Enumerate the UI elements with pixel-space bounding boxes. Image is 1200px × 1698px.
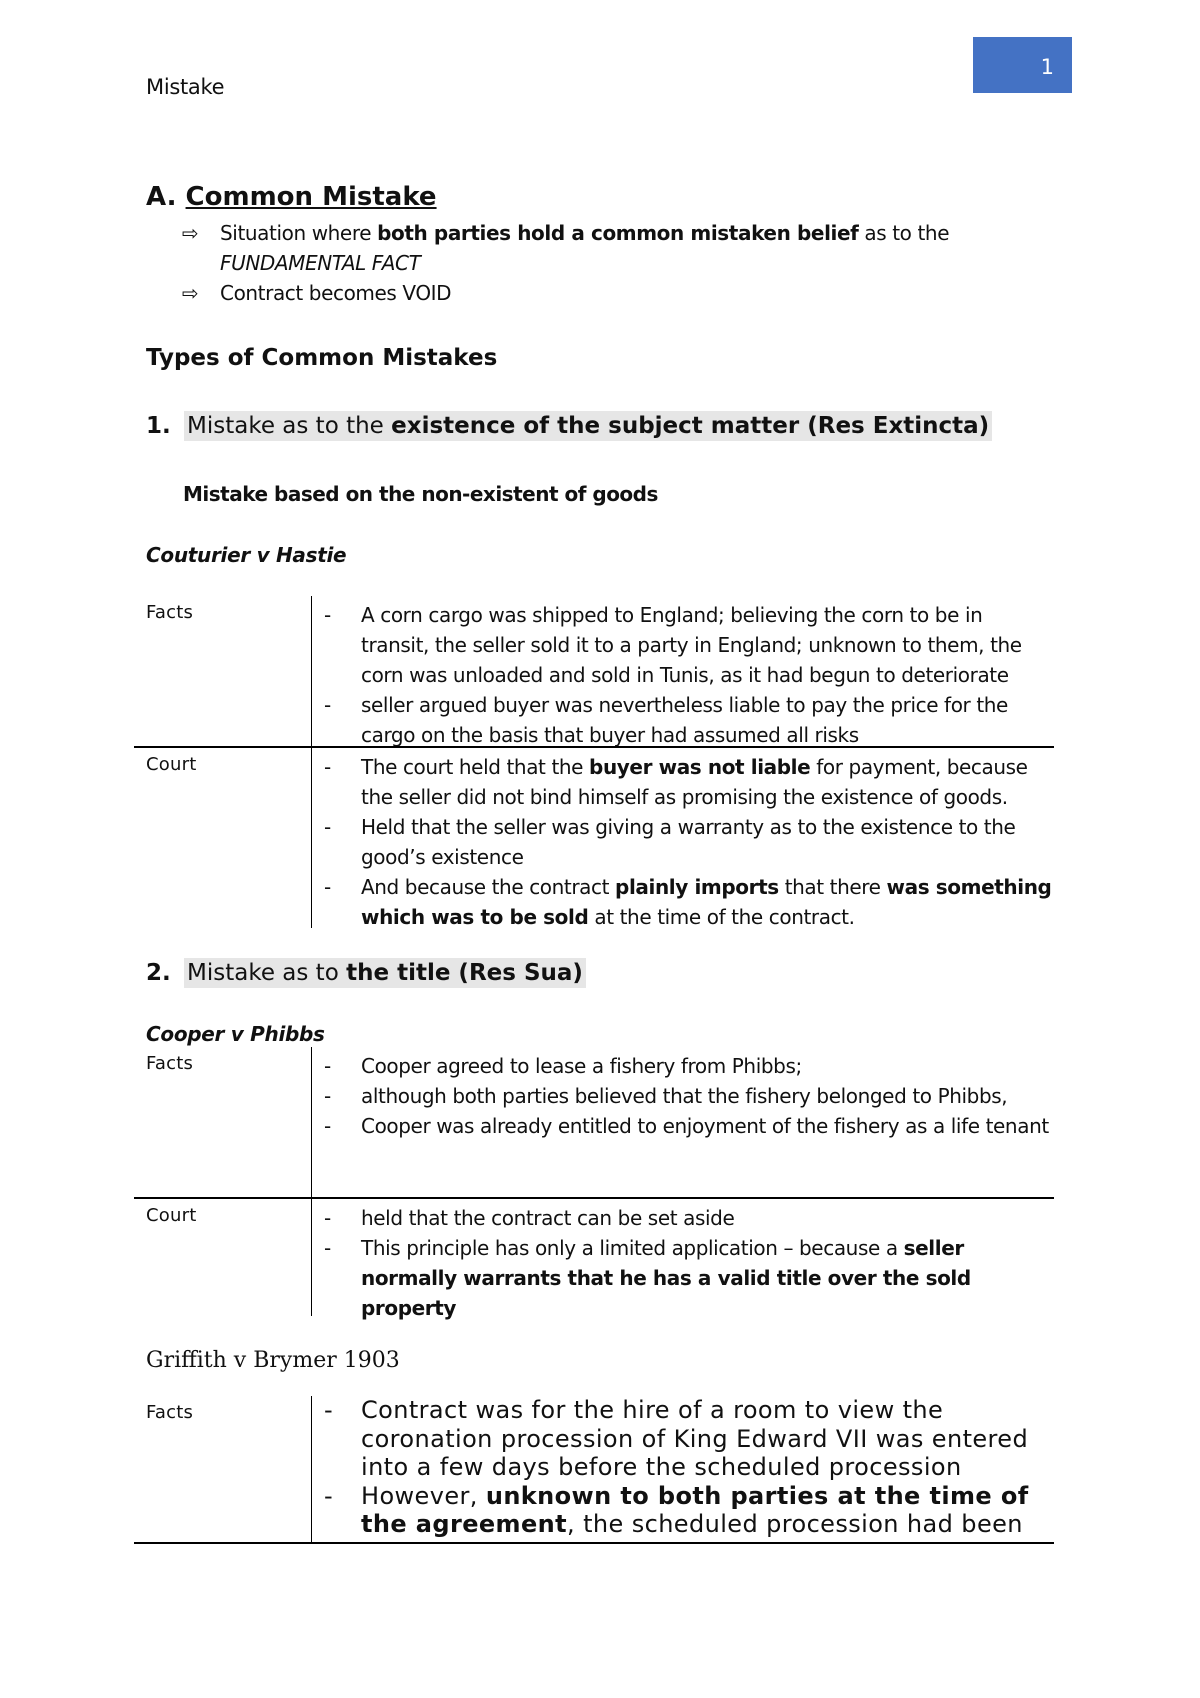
list-item: - However, unknown to both parties at the time of the agreement, the scheduled procession had been bbox=[324, 1481, 1029, 1538]
list-item: ⇨ Situation where both parties hold a common mistaken belief as to the FUNDAMENTAL FACT bbox=[182, 218, 962, 278]
case-table-couturier bbox=[134, 596, 1054, 928]
list-item: - This principle has only a limited application – because a seller normally warrants that he has a valid title over the sold property bbox=[324, 1236, 971, 1320]
court-cell bbox=[312, 748, 1054, 928]
row-label: Court bbox=[134, 748, 312, 928]
list-item: - A corn cargo was shipped to England; believing the corn to be in transit, the seller sold it to a party in England; unknown to them, the corn was unloaded and sold in Tunis, as it had begun to deteriorate bbox=[324, 603, 1022, 687]
page-number: 1 bbox=[1040, 55, 1054, 79]
case-table-cooper bbox=[134, 1047, 1054, 1320]
row-label: Facts bbox=[134, 596, 312, 746]
row-label: Court bbox=[134, 1199, 312, 1316]
arrow-right-icon: ⇨ bbox=[182, 281, 199, 305]
section-title: Common Mistake bbox=[185, 182, 437, 212]
list-item: - although both parties believed that the fishery belonged to Phibbs, bbox=[324, 1084, 1008, 1108]
facts-cell bbox=[312, 1396, 1054, 1542]
list-item: ⇨ Contract becomes VOID bbox=[182, 278, 962, 308]
sub-heading: Mistake based on the non-existent of goods bbox=[183, 482, 658, 506]
table-row-court bbox=[134, 1197, 1054, 1320]
arrow-right-icon: ⇨ bbox=[182, 221, 199, 245]
table-row-facts bbox=[134, 1047, 1054, 1197]
list-item: - Cooper agreed to lease a fishery from Phibbs; bbox=[324, 1054, 802, 1078]
case-name-cooper: Cooper v Phibbs bbox=[146, 1022, 325, 1046]
section-points bbox=[182, 218, 962, 308]
case-name-couturier: Couturier v Hastie bbox=[146, 543, 347, 567]
table-row-facts bbox=[134, 1396, 1054, 1544]
list-item: - Contract was for the hire of a room to view the coronation procession of King Edward VII was entered into a few days before the scheduled procession bbox=[324, 1396, 1029, 1481]
list-item: - And because the contract plainly imports that there was something which was to be sold at the time of the contract. bbox=[324, 875, 1052, 929]
types-heading: Types of Common Mistakes bbox=[146, 345, 498, 371]
table-row-court bbox=[134, 746, 1054, 928]
heading-res-sua: 2. Mistake as to the title (Res Sua) bbox=[146, 960, 586, 986]
list-item: - held that the contract can be set aside bbox=[324, 1206, 735, 1230]
facts-cell bbox=[312, 1047, 1054, 1197]
running-header: Mistake bbox=[146, 75, 225, 99]
table-row-facts bbox=[134, 596, 1054, 746]
highlighted-heading: Mistake as to the existence of the subject matter (Res Extincta) bbox=[184, 411, 992, 441]
row-label: Facts bbox=[134, 1396, 312, 1542]
section-letter: A. bbox=[146, 182, 177, 212]
list-item: - Cooper was already entitled to enjoyment of the fishery as a life tenant bbox=[324, 1114, 1049, 1138]
heading-res-extincta: 1. Mistake as to the existence of the subject matter (Res Extincta) bbox=[146, 413, 992, 439]
page-number-badge bbox=[973, 37, 1072, 93]
case-name-griffith: Griffith v Brymer 1903 bbox=[146, 1348, 400, 1373]
facts-cell bbox=[312, 596, 1054, 746]
row-label: Facts bbox=[134, 1047, 312, 1197]
case-table-griffith bbox=[134, 1396, 1054, 1544]
court-cell bbox=[312, 1199, 1054, 1320]
list-item: - seller argued buyer was nevertheless liable to pay the price for the cargo on the basis that buyer had assumed all risks bbox=[324, 693, 1008, 747]
list-item: - The court held that the buyer was not liable for payment, because the seller did not bind himself as promising the existence of goods. bbox=[324, 755, 1028, 809]
highlighted-heading: Mistake as to the title (Res Sua) bbox=[184, 958, 586, 988]
list-item: - Held that the seller was giving a warranty as to the existence to the good’s existence bbox=[324, 815, 1016, 869]
section-heading bbox=[146, 182, 437, 212]
